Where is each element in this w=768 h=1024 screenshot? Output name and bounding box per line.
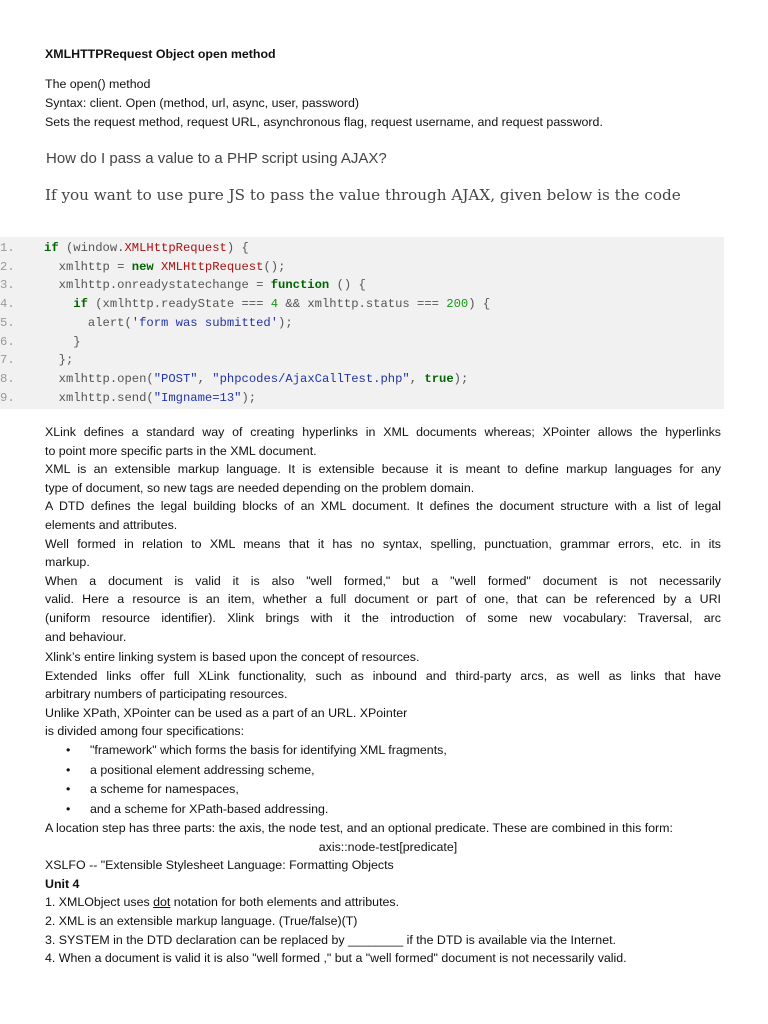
code-line: 6. } — [0, 334, 81, 349]
sets-line: Sets the request method, request URL, asynchronous flag, request username, and request password. — [45, 115, 603, 129]
code-line: 8. xmlhttp.open("POST", "phpcodes/AjaxCallTest.php", true); — [0, 371, 469, 386]
code-line: 3. xmlhttp.onreadystatechange = function () { — [0, 278, 366, 293]
para-valid-3: (uniform resource identifier). Xlink brings with it the introduction of some new vocabulary: Traversal, arc — [45, 611, 721, 625]
ajax-answer: If you want to use pure JS to pass the value through AJAX, given below is the code — [45, 186, 681, 204]
list-item: a scheme for namespaces, — [90, 782, 239, 797]
code-line: 4. if (xmlhttp.readyState === 4 && xmlhttp.status === 200) { — [0, 297, 491, 312]
list-item: and a scheme for XPath-based addressing. — [90, 801, 329, 816]
para-valid-4: and behaviour. — [45, 629, 127, 644]
para-valid: When a document is valid it is also "well formed," but a "well formed" document is not necessarily — [45, 573, 721, 588]
syntax-line: Syntax: client. Open (method, url, async, user, password) — [45, 96, 360, 110]
para-dtd: A DTD defines the legal building blocks of an XML document. It defines the document structure with a list of legal — [45, 499, 721, 514]
code-line: 1. if (window.XMLHttpRequest) { — [0, 241, 249, 255]
page-title: XMLHTTPRequest Object open method — [45, 47, 276, 61]
para-valid-2: valid. Here a resource is an item, whether a full document or part of one, that can be referenced by a URI — [45, 592, 721, 607]
list-item: "framework" which forms the basis for identifying XML fragments, — [90, 743, 447, 757]
para-extended: Extended links offer full XLink functionality, such as inbound and third-party arcs, as well as links that have — [45, 668, 721, 683]
question-3: 3. SYSTEM in the DTD declaration can be replaced by ________ if the DTD is available via the Internet. — [45, 932, 616, 947]
para-xml: XML is an extensible markup language. It is extensible because it is meant to define markup languages for any — [45, 462, 721, 477]
para-xlink-system: Xlink’s entire linking system is based upon the concept of resources. — [45, 650, 420, 664]
para-xpointer: Unlike XPath, XPointer can be used as a part of an URL. XPointer — [45, 705, 408, 720]
list-item: a positional element addressing scheme, — [90, 762, 315, 777]
code-line: 5. alert('form was submitted'); — [0, 315, 293, 330]
para-xlink-cont: to point more specific parts in the XML document. — [45, 443, 317, 458]
open-heading: The open() method — [45, 77, 151, 91]
question-4: 4. When a document is valid it is also "well formed ," but a "well formed" document is not necessarily valid. — [45, 951, 627, 966]
code-block — [0, 237, 724, 409]
code-line: 9. xmlhttp.send("Imgname=13"); — [0, 390, 257, 405]
code-line: 2. xmlhttp = new XMLHttpRequest(); — [0, 259, 286, 274]
question-2: 2. XML is an extensible markup language. (True/false)(T) — [45, 914, 358, 928]
question-1: 1. XMLObject uses dot notation for both elements and attributes. — [45, 895, 400, 910]
xslfo-line: XSLFO -- "Extensible Stylesheet Language: Formatting Objects — [45, 858, 394, 873]
bullet-icon: • — [66, 801, 71, 816]
para-dtd-cont: elements and attributes. — [45, 518, 178, 532]
bullet-icon: • — [66, 782, 71, 797]
para-wellformed: Well formed in relation to XML means that it has no syntax, spelling, punctuation, grammar errors, etc. in its — [45, 536, 721, 551]
para-wellformed-cont: markup. — [45, 555, 90, 570]
ajax-question: How do I pass a value to a PHP script using AJAX? — [46, 150, 387, 167]
bullet-icon: • — [66, 762, 71, 777]
bullet-icon: • — [66, 743, 71, 757]
code-line: 7. }; — [0, 353, 74, 368]
para-xlink: XLink defines a standard way of creating hyperlinks in XML documents whereas; XPointer allows the hyperlinks — [45, 425, 721, 439]
para-extended-cont: arbitrary numbers of participating resources. — [45, 687, 288, 702]
location-step: A location step has three parts: the axis, the node test, and an optional predicate. These are combined in this form: — [45, 821, 673, 835]
axis-form: axis::node-test[predicate] — [318, 839, 458, 854]
unit-heading: Unit 4 — [45, 876, 80, 891]
para-xpointer-cont: is divided among four specifications: — [45, 724, 245, 739]
para-xml-cont: type of document, so new tags are needed depending on the problem domain. — [45, 480, 475, 495]
